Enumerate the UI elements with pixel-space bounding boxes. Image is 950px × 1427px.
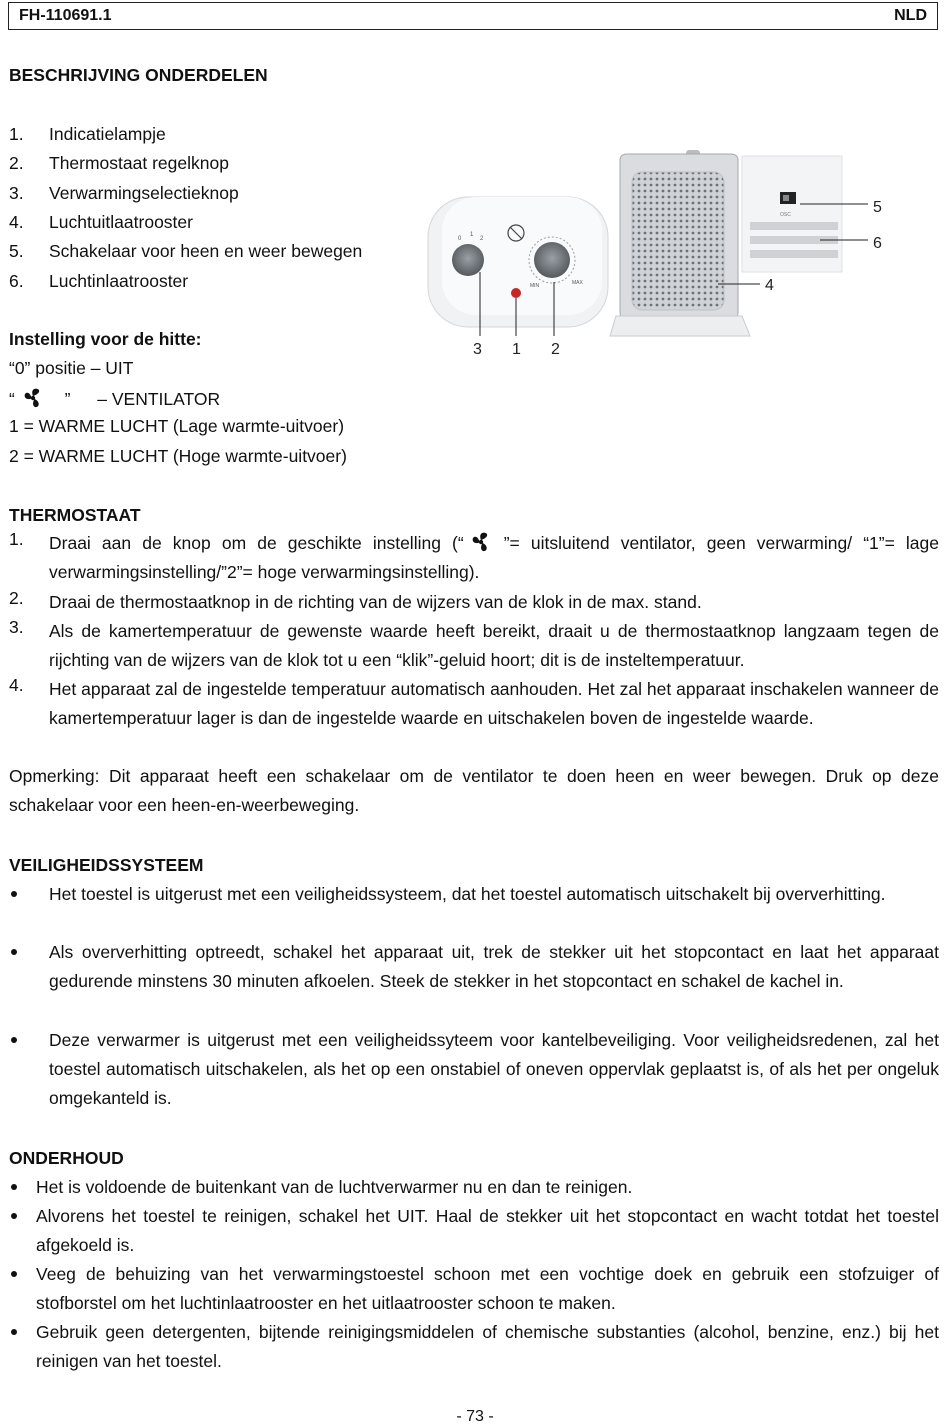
language-code: NLD [894,7,927,24]
thermostat-note: Opmerking: Dit apparaat heeft een schakelaar om de ventilator te doen heen en weer bewegen. Druk op deze schakelaar voor een heen-en-weerbeweging. [9,766,939,815]
safety-title: VEILIGHEIDSSYSTEEM [9,855,204,875]
svg-text:OSC: OSC [780,212,791,218]
thermostat-step-2: 2. Draai de thermostaatknop in de richting van de wijzers van de klok in de max. stand. [9,588,702,612]
svg-text:2: 2 [480,236,484,242]
heater-figure [420,140,900,365]
heater-back-image [742,156,868,272]
maintenance-bullet-4: Gebruik geen detergenten, bijtende reinigingsmiddelen of chemische substanties (alcohol, benzine, enz.) bij het reinigen van het toestel. [9,1318,939,1376]
page-number: - 73 - [456,1408,494,1425]
parts-list-item: 6. Luchtinlaatrooster [9,270,189,291]
callout-1: 1 [512,341,521,358]
control-panel-image [428,197,608,327]
heat-setting-fan: “ ” – VENTILATOR [9,389,221,409]
document-header [8,2,938,30]
svg-text:MIN: MIN [530,283,540,289]
thermostat-title: THERMOSTAAT [9,505,141,525]
safety-bullet-3: Deze verwarmer is uitgerust met een veiligheidssyteem voor kantelbeveiliging. Voor veiligheidsredenen, zal het toestel automatisch uitschakelen, als het op een onstabiel of oneven oppervlak geplaatst is, of als het per ongeluk omgekanteld is. [9,1026,939,1113]
parts-title: BESCHRIJVING ONDERDELEN [9,65,268,85]
parts-list-item: 3. Verwarmingselectieknop [9,182,239,203]
thermostat-step-3: 3. Als de kamertemperatuur de gewenste waarde heeft bereikt, draait u de thermostaatknop langzaam tegen de rijchting van de wijzers van de klok tot u een “klik”-geluid hoort; dit is de insteltemperatuur. [9,617,939,670]
parts-list-item: 5. Schakelaar voor heen en weer bewegen [9,241,363,262]
heating-selector-knob-image [452,244,484,276]
safety-bullet-2: Als oververhitting optreedt, schakel het apparaat uit, trek de stekker uit het stopcontact en laat het apparaat gedurende minstens 30 minuten afkoelen. Steek de stekker in het stopcontact en schakel de kachel in. [9,938,939,996]
fan-icon [20,387,46,409]
svg-text:0: 0 [458,236,462,242]
svg-text:1: 1 [470,232,474,238]
maintenance-bullet-1: Het is voldoende de buitenkant van de luchtverwarmer nu en dan te reinigen. [9,1173,939,1202]
thermostat-step-4: 4. Het apparaat zal de ingestelde temperatuur automatisch aanhouden. Het zal het apparaat inschakelen wanneer de kamertemperatuur lager is dan de ingestelde waarde en uitschakelen boven de ingestelde waarde. [9,675,939,728]
maintenance-title: ONDERHOUD [9,1148,124,1168]
callout-2: 2 [551,341,560,358]
callout-6: 6 [873,235,882,252]
thermostat-knob-image [534,242,570,278]
svg-text:MAX: MAX [572,280,583,286]
safety-bullet-1: Het toestel is uitgerust met een veiligheidssysteem, dat het toestel automatisch uitschakelt bij oververhitting. [9,880,939,909]
maintenance-bullet-3: Veeg de behuizing van het verwarmingstoestel schoon met een vochtige doek en gebruik een stofzuiger of stofborstel om het luchtinlaatrooster en het uitlaatrooster schoon te maken. [9,1260,939,1318]
heater-body-image [610,150,760,336]
heat-setting-off: “0” positie – UIT [9,358,134,378]
thermostat-step-1: 1. Draai aan de knop om de geschikte instelling (“ ”= uitsluitend ventilator, geen verwarming/ “1”= lage verwarmingsinstelling/”2”= hoge verwarmingsinstelling). [9,529,939,582]
heat-setting-2: 2 = WARME LUCHT (Hoge warmte-uitvoer) [9,446,347,466]
indicator-lamp-image [511,288,521,298]
heat-setting-1: 1 = WARME LUCHT (Lage warmte-uitvoer) [9,416,345,436]
parts-list-item: 2. Thermostaat regelknop [9,153,229,174]
parts-list-item: 1. Indicatielampje [9,124,166,144]
callout-5: 5 [873,199,882,216]
fan-icon [468,531,494,553]
model-code: FH-110691.1 [19,7,112,24]
parts-list-item: 4. Luchtuitlaatrooster [9,211,193,232]
heat-settings-title: Instelling voor de hitte: [9,329,202,349]
maintenance-bullet-2: Alvorens het toestel te reinigen, schakel het UIT. Haal de stekker uit het stopcontact en wacht totdat het toestel afgekoeld is. [9,1202,939,1260]
callout-4: 4 [765,277,774,294]
callout-3: 3 [473,341,482,358]
